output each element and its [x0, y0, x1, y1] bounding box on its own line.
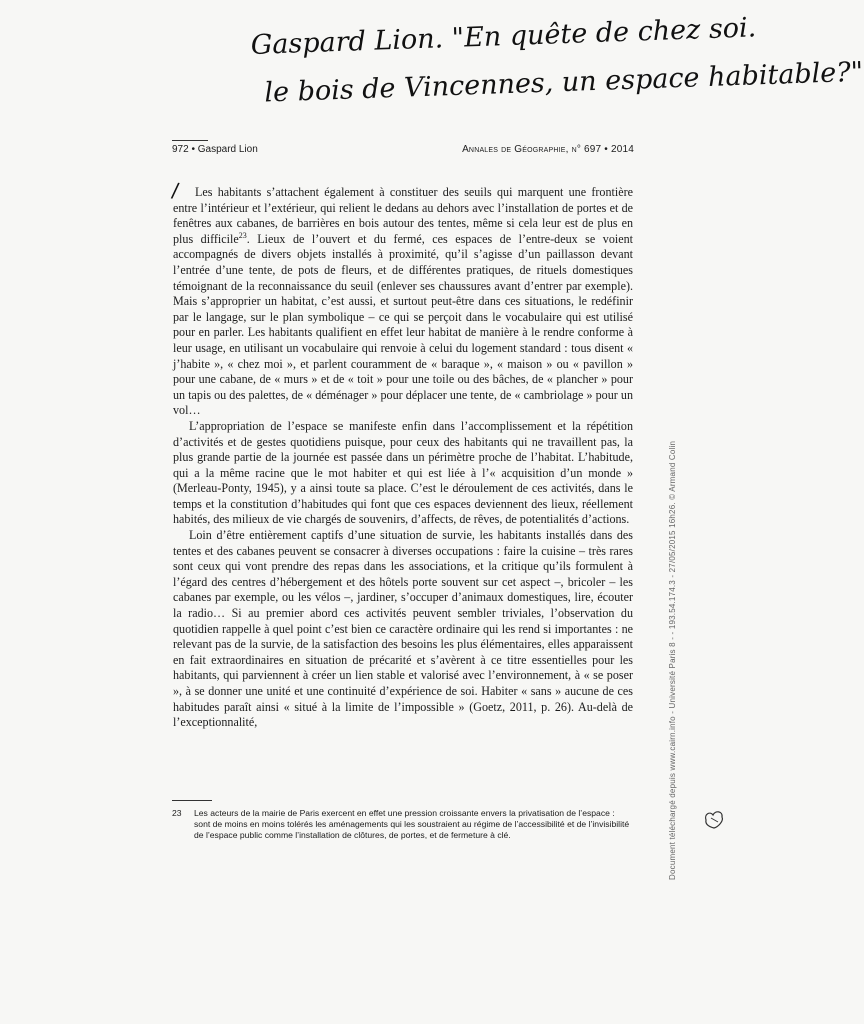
- handwritten-line-2: le bois de Vincennes, un espace habitable?": [263, 56, 864, 109]
- paragraph-1: [173, 185, 633, 419]
- footnote-rule: [172, 800, 212, 801]
- doodle-icon: [700, 806, 730, 832]
- footnote-text: Les acteurs de la mairie de Paris exercent en effet une pression croissante envers la privatisation de l’espace : sont de moins en moins tolérés les aménagements qui les soustraient au régime de l’accessibilité et de l’invisibilité de l’espace public comme l’installation de clôtures, de portes, et de fermeture à clé.: [194, 808, 630, 841]
- handwritten-note: [250, 4, 864, 118]
- footnote-23: [172, 808, 632, 842]
- header-rule: [172, 140, 208, 141]
- paragraph-3: Loin d’être entièrement captifs d’une situation de survie, les habitants installés dans des tentes et des cabanes peuvent se consacrer à diverses occupations : faire la cuisine – très rares sont ceux qui vont prendre des repas dans les associations, et la critique qu’ils formulent à l’égard des centres d’hébergement et des hôtels porte souvent sur cet aspect –, bricoler – les cabanes par exemple, ou les vélos –, jardiner, s’occuper d’animaux domestiques, lire, écouter la radio… Si au premier abord ces activités peuvent sembler triviales, l’observation du quotidien rappelle à quel point c’est bien ce caractère ordinaire qui les rend si importantes : ne relevant pas de la survie, de la satisfaction des besoins les plus élémentaires, elles apparaissent en fait extraordinaires en situation de précarité et s’avèrent à ce titre essentielles pour les habitants, qui parviennent à créer un lien stable et valorisé avec l’environnement, à « se poser », à se donner une unité et une continuité d’expérience de soi. Habiter « sans » aucune de ces habitudes paraît ainsi « situé à la limite de l’impossible » (Goetz, 2011, p. 26). Au-delà de l’exceptionnalité,: [173, 528, 633, 730]
- footnote-number: 23: [172, 808, 182, 818]
- download-stamp: Document téléchargé depuis www.cairn.info - Université Paris 8 - - 193.54.174.3 - 27/05/2015 16h26. © Armand Colin: [668, 440, 677, 880]
- journal-title: Annales de Géographie, n° 697 • 2014: [462, 144, 634, 155]
- main-text: [173, 185, 633, 731]
- running-head: [172, 144, 634, 158]
- footnote-ref-23[interactable]: 23: [238, 230, 247, 240]
- slash-annotation-icon: /: [170, 177, 181, 203]
- paragraph-2: L’appropriation de l’espace se manifeste enfin dans l’accomplissement et la répétition d’activités et de gestes quotidiens puisque, pour ceux des habitants qui ne travaillent pas, la plus grande partie de la journée est passée dans un périmètre proche de l’habitat. L’habitude, qui a la même racine que le mot habiter et qui est liée à l’« acquisition d’un monde » (Merleau-Ponty, 1945), y a ainsi toute sa place. C’est le déroulement de ces activités, dans le temps et la constitution d’habitudes qui font que ces espaces deviennent des lieux, réellement habités, des milieux de vie chargés de souvenirs, d’affects, de rêves, de potentialités d’actions.: [173, 418, 633, 527]
- page-number-author: 972 • Gaspard Lion: [172, 144, 258, 155]
- paragraph-1-rest: . Lieux de l’ouvert et du fermé, ces espaces de l’entre-deux se voient accompagnés de divers objets installés à proximité, qu’il s’agisse d’un paillasson devant l’entrée d’une tente, de pots de fleurs, et de différentes pratiques, de rituels domestiques témoignant de la reconnaissance du seuil (enlever ses chaussures avant d’entrer par exemple). Mais s’approprier un habitat, c’est aussi, et surtout peut-être dans ces situations, le redéfinir par le langage, sur le plan symbolique – ce qui se perçoit dans le vocabulaire qui est utilisé pour en parler. Les habitants qualifient en effet leur habitat de manière à le rendre conforme à leur usage, en utilisant un vocabulaire qui renvoie à celui du logement standard : tous disent « j’habite », « chez moi », et parlent couramment de « baraque », « maison » ou « pavillon » pour une cabane, de « murs » et de « toit » pour une toile ou des bâches, de « plancher » pour un tapis ou des palettes, de « déménager » pour déplacer une tente, de « cambriolage » pour un vol…: [173, 231, 633, 418]
- paragraph-1-start: Les habitants s’attachent également à constituer des seuils qui marquent une frontière entre l’intérieur et l’extérieur, qui relient le dedans au dehors avec l’installation de portes et de fenêtres aux cabanes, de barrières en bois autour des tentes, même si cela leur est de plus en plus difficile: [173, 185, 633, 246]
- handwritten-line-1: Gaspard Lion. "En quête de chez soi.: [250, 12, 757, 61]
